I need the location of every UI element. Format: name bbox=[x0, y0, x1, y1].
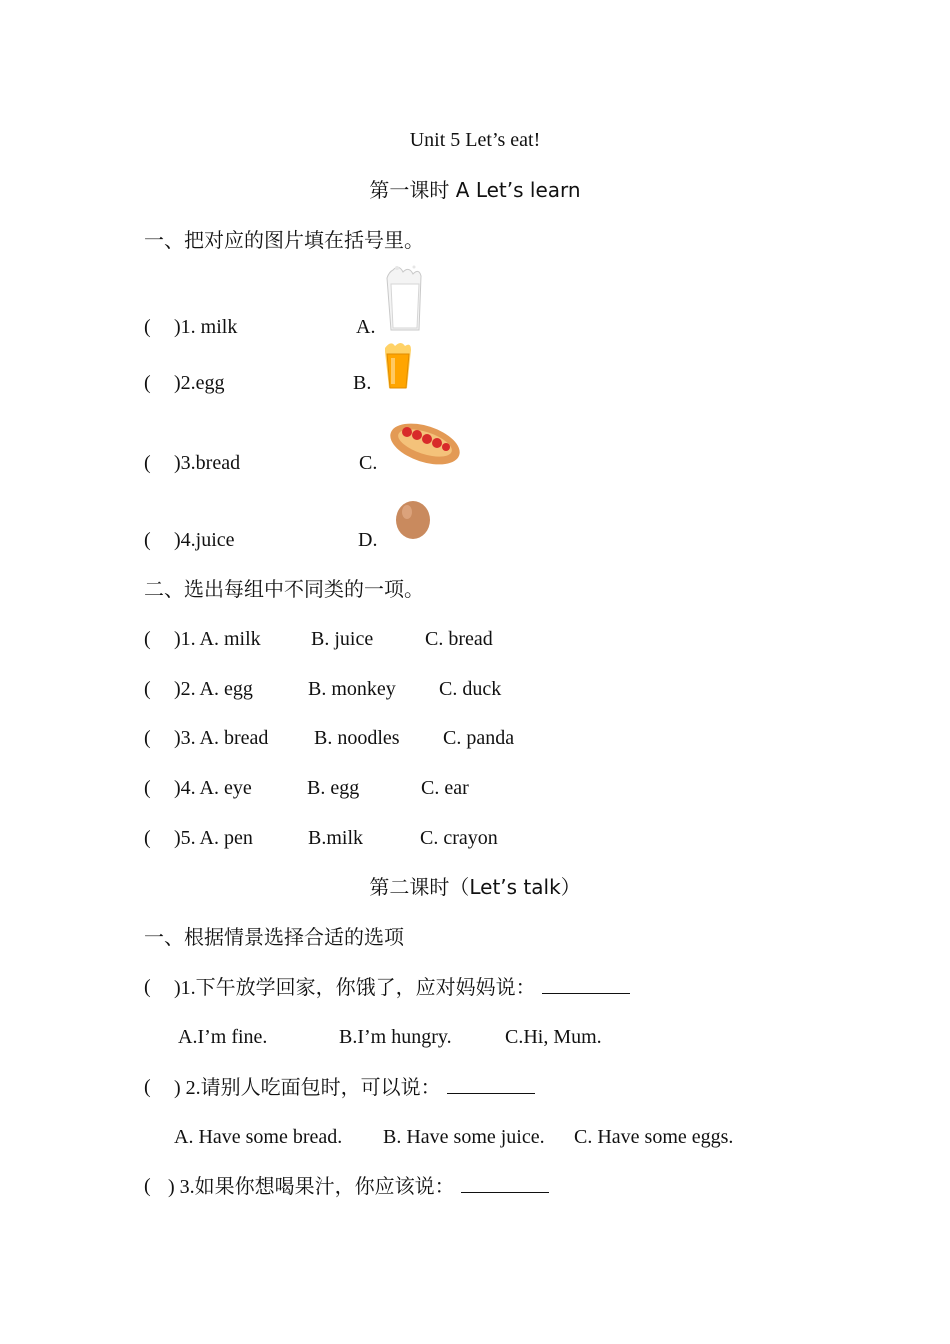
item-text: )2.egg bbox=[174, 372, 225, 394]
question-number: )1. bbox=[174, 977, 196, 999]
answer-paren[interactable]: ( bbox=[144, 452, 151, 474]
lesson1-part1-heading: 一、把对应的图片填在括号里。 bbox=[144, 228, 424, 252]
option-b: B. juice bbox=[311, 628, 374, 650]
option-label: C. bbox=[359, 452, 378, 474]
answer-paren[interactable]: ( bbox=[144, 976, 151, 998]
question-prompt: 请别人吃面包时，可以说： bbox=[200, 1075, 441, 1099]
question-prompt: 下午放学回家，你饿了，应对妈妈说： bbox=[195, 975, 536, 999]
answer-blank[interactable] bbox=[461, 1174, 549, 1193]
question-number: ) 3. bbox=[168, 1176, 195, 1198]
item-text: )1. milk bbox=[174, 316, 238, 338]
egg-icon bbox=[394, 499, 432, 541]
option-b: B.I’m hungry. bbox=[339, 1026, 452, 1048]
option-c: C. Have some eggs. bbox=[574, 1126, 734, 1148]
option-b: B. noodles bbox=[314, 727, 400, 749]
lesson1-heading: 第一课时 A Let’s learn bbox=[369, 178, 581, 202]
answer-blank[interactable] bbox=[447, 1075, 535, 1094]
milk-glass-icon bbox=[383, 264, 425, 332]
option-a: A. Have some bread. bbox=[174, 1126, 343, 1148]
lesson2-part1-heading: 一、根据情景选择合适的选项 bbox=[144, 925, 404, 949]
answer-paren[interactable]: ( bbox=[144, 372, 151, 394]
option-a: )2. A. egg bbox=[174, 678, 253, 700]
option-label: D. bbox=[358, 529, 378, 551]
answer-paren[interactable]: ( bbox=[144, 316, 151, 338]
lesson1-part2-heading: 二、选出每组中不同类的一项。 bbox=[144, 577, 424, 601]
option-c: C. bread bbox=[425, 628, 493, 650]
item-text: )3.bread bbox=[174, 452, 241, 474]
answer-paren[interactable]: ( bbox=[144, 1175, 151, 1197]
question-text bbox=[174, 975, 630, 1000]
option-a: A.I’m fine. bbox=[178, 1026, 268, 1048]
answer-paren[interactable]: ( bbox=[144, 1076, 151, 1098]
answer-paren[interactable]: ( bbox=[144, 827, 151, 849]
page-title: Unit 5 Let’s eat! bbox=[409, 129, 541, 151]
option-a: )3. A. bread bbox=[174, 727, 269, 749]
answer-paren[interactable]: ( bbox=[144, 678, 151, 700]
answer-blank[interactable] bbox=[542, 975, 630, 994]
bread-icon bbox=[387, 416, 463, 468]
option-c: C. ear bbox=[421, 777, 469, 799]
question-number: ) 2. bbox=[174, 1077, 201, 1099]
option-c: C. duck bbox=[439, 678, 502, 700]
question-text bbox=[168, 1174, 549, 1199]
option-c: C. crayon bbox=[420, 827, 498, 849]
option-b: B.milk bbox=[308, 827, 364, 849]
lesson2-heading: 第二课时（Let’s talk） bbox=[369, 875, 581, 899]
answer-paren[interactable]: ( bbox=[144, 628, 151, 650]
option-a: )4. A. eye bbox=[174, 777, 252, 799]
option-label: A. bbox=[356, 316, 376, 338]
option-b: B. Have some juice. bbox=[383, 1126, 545, 1148]
option-b: B. monkey bbox=[308, 678, 396, 700]
question-prompt: 如果你想喝果汁，你应该说： bbox=[194, 1174, 455, 1198]
option-label: B. bbox=[353, 372, 372, 394]
option-c: C.Hi, Mum. bbox=[505, 1026, 602, 1048]
answer-paren[interactable]: ( bbox=[144, 777, 151, 799]
juice-glass-icon bbox=[381, 340, 413, 390]
option-b: B. egg bbox=[307, 777, 360, 799]
option-a: )5. A. pen bbox=[174, 827, 253, 849]
option-a: )1. A. milk bbox=[174, 628, 261, 650]
question-text bbox=[174, 1075, 535, 1100]
item-text: )4.juice bbox=[174, 529, 235, 551]
answer-paren[interactable]: ( bbox=[144, 529, 151, 551]
option-c: C. panda bbox=[443, 727, 515, 749]
answer-paren[interactable]: ( bbox=[144, 727, 151, 749]
